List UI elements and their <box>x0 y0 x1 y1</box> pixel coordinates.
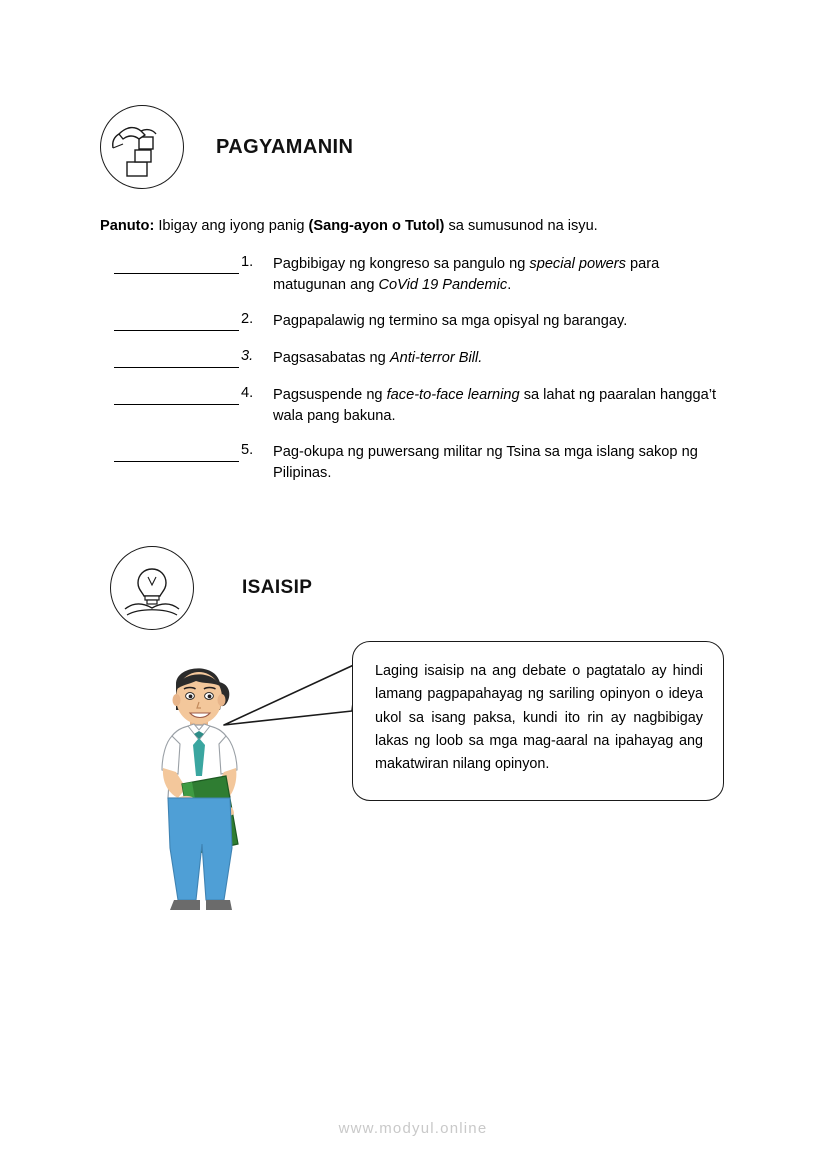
instructions-text-after: sa sumusunod na isyu. <box>444 218 598 234</box>
speech-bubble-tail <box>218 655 368 745</box>
section-title: PAGYAMANIN <box>216 135 354 158</box>
item-number: 3. <box>241 348 254 365</box>
item-text: Pagsasabatas ng Anti-terror Bill. <box>273 350 483 367</box>
section-header-pagyamanin <box>100 105 353 189</box>
instructions-bold-part: (Sang-ayon o Tutol) <box>308 218 445 234</box>
section-title: ISAISIP <box>242 577 313 598</box>
item-text: Pag-okupa ng puwersang militar ng Tsina sa mga islang sakop ng Pilipinas. <box>273 444 698 482</box>
speech-bubble <box>352 641 724 801</box>
item-text: Pagsuspende ng face-to-face learning sa lahat ng paaralan hangga’t wala pang bakuna. <box>273 386 717 424</box>
item-text: Pagbibigay ng kongreso sa pangulo ng special powers para matugunan ang CoVid 19 Pandemic. <box>273 256 660 293</box>
hand-building-blocks-icon <box>100 105 184 189</box>
answer-blank[interactable] <box>114 256 239 274</box>
speech-bubble-text: Laging isaisip na ang debate o pagtatalo ay hindi lamang pagpapahayag ng sariling opinyon o ideya ukol sa isang paksa, kundi ito rin ay nagbibigay lakas ng loob sa mga mag-aaral na ipahayag ang makatwiran nilang opinyon. <box>375 663 703 773</box>
instructions-label: Panuto: <box>100 218 155 234</box>
answer-blank[interactable] <box>114 444 239 462</box>
question-item <box>100 385 760 426</box>
question-list <box>100 254 760 500</box>
instructions <box>100 216 740 237</box>
question-item <box>100 442 760 483</box>
question-item <box>100 254 760 295</box>
item-text: Pagpapalawig ng termino sa mga opisyal ng barangay. <box>273 313 628 330</box>
answer-blank[interactable] <box>114 350 239 368</box>
item-number: 1. <box>241 254 254 270</box>
lightbulb-in-hand-icon <box>110 546 194 630</box>
footer-watermark: www.modyul.online <box>338 1120 488 1137</box>
question-item <box>100 311 760 332</box>
question-item <box>100 348 760 369</box>
section-header-isaisip <box>110 546 312 630</box>
answer-blank[interactable] <box>114 387 239 405</box>
instructions-text-before: Ibigay ang iyong panig <box>154 218 309 234</box>
item-number: 4. <box>241 384 254 401</box>
item-number: 2. <box>241 311 254 328</box>
answer-blank[interactable] <box>114 313 239 331</box>
item-number: 5. <box>241 442 254 459</box>
